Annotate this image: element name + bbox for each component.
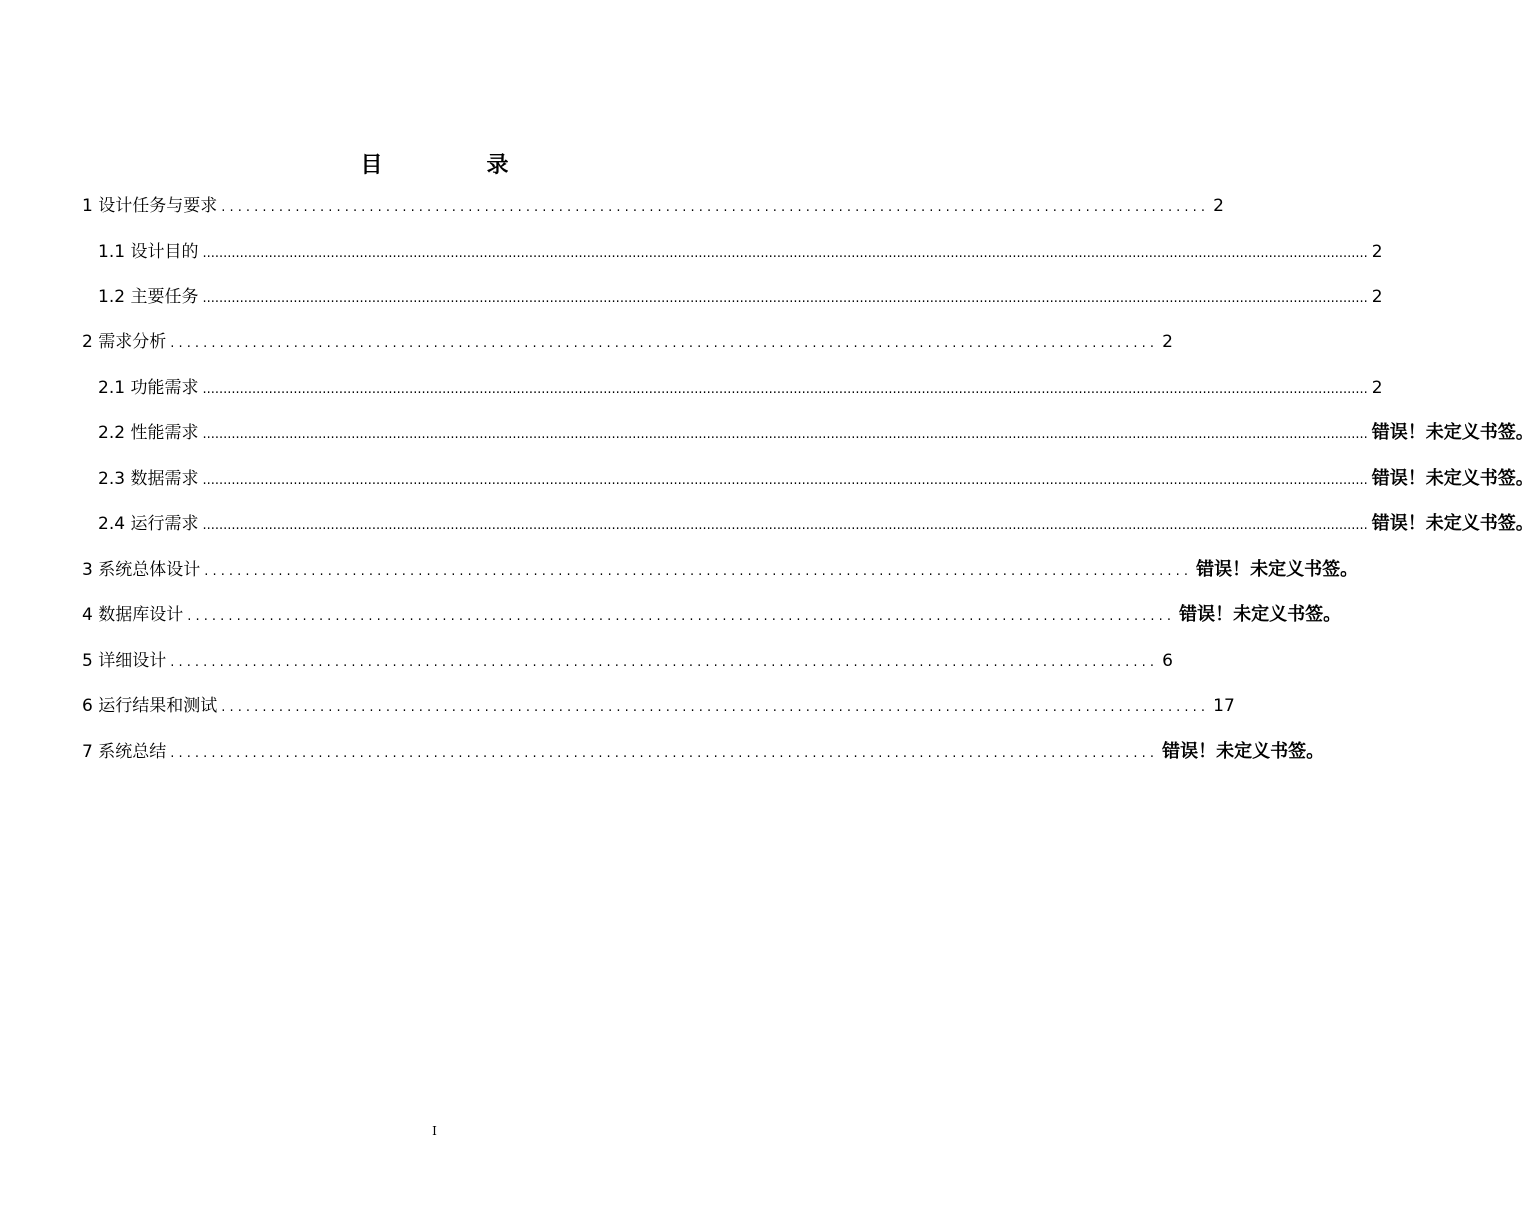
toc-entry-page-error: 错误！未定义书签。	[1371, 422, 1534, 443]
toc-entry-page: 17	[1213, 696, 1235, 716]
toc-entry-3[interactable]	[82, 557, 1359, 583]
toc-entry-label: 3 系统总体设计	[82, 560, 201, 580]
toc-entry-2-1[interactable]	[98, 375, 1383, 401]
dot-leader: ........................................................................................................................	[204, 564, 1193, 579]
toc-entry-page-error: 错误！未定义书签。	[1162, 741, 1325, 762]
toc-entry-label: 2.2 性能需求	[98, 423, 199, 443]
dot-leader: ..........................................................................................................................................................................................................................................................................................	[202, 427, 1368, 442]
dot-leader: ..........................................................................................................................................................................................................................................................................................	[202, 382, 1368, 397]
toc-entry-label: 1.2 主要任务	[98, 287, 199, 307]
toc-entry-page: 2	[1371, 242, 1383, 262]
dot-leader: ..........................................................................................................................................................................................................................................................................................	[202, 246, 1368, 261]
dot-leader: ........................................................................................................................	[170, 336, 1159, 351]
toc-entry-label: 1 设计任务与要求	[82, 196, 218, 216]
toc-entry-1-2[interactable]	[98, 284, 1383, 310]
toc-title	[0, 148, 869, 179]
dot-leader: ..........................................................................................................................................................................................................................................................................................	[202, 518, 1368, 533]
dot-leader: ........................................................................................................................	[221, 700, 1210, 715]
toc-entry-2-3[interactable]	[98, 466, 1534, 492]
toc-entry-page: 2	[1162, 332, 1173, 352]
toc-entry-1[interactable]	[82, 193, 1224, 219]
toc-entry-page: 2	[1371, 287, 1383, 307]
toc-entry-page-error: 错误！未定义书签。	[1371, 468, 1534, 489]
dot-leader: ........................................................................................................................	[170, 746, 1159, 761]
dot-leader: ..........................................................................................................................................................................................................................................................................................	[202, 291, 1368, 306]
toc-entry-6[interactable]	[82, 693, 1235, 719]
dot-leader: ........................................................................................................................	[187, 609, 1176, 624]
toc-entry-label: 2 需求分析	[82, 332, 167, 352]
toc-entry-label: 6 运行结果和测试	[82, 696, 218, 716]
toc-entry-label: 7 系统总结	[82, 742, 167, 762]
toc-entry-label: 2.4 运行需求	[98, 514, 199, 534]
toc-entry-page: 2	[1371, 378, 1383, 398]
toc-entry-label: 2.3 数据需求	[98, 469, 199, 489]
toc-entry-label: 2.1 功能需求	[98, 378, 199, 398]
toc-entry-label: 4 数据库设计	[82, 605, 184, 625]
toc-entry-2[interactable]	[82, 329, 1173, 355]
toc-entry-page-error: 错误！未定义书签。	[1179, 604, 1342, 625]
toc-entry-4[interactable]	[82, 602, 1342, 628]
toc-entry-page-error: 错误！未定义书签。	[1196, 559, 1359, 580]
dot-leader: ..........................................................................................................................................................................................................................................................................................	[202, 473, 1368, 488]
toc-entry-page: 6	[1162, 651, 1173, 671]
toc-entry-5[interactable]	[82, 648, 1173, 674]
dot-leader: ........................................................................................................................	[170, 655, 1159, 670]
toc-title-char-2: 录	[486, 153, 509, 178]
toc-entry-page-error: 错误！未定义书签。	[1371, 513, 1534, 534]
page-footer-number: I	[432, 1124, 437, 1138]
toc-entry-1-1[interactable]	[98, 239, 1383, 265]
toc-entry-page: 2	[1213, 196, 1224, 216]
toc-entry-label: 5 详细设计	[82, 651, 167, 671]
toc-entry-7[interactable]	[82, 739, 1325, 765]
toc-entry-label: 1.1 设计目的	[98, 242, 199, 262]
toc-entry-2-4[interactable]	[98, 511, 1534, 537]
toc-title-char-1: 目	[360, 153, 383, 178]
toc-entry-2-2[interactable]	[98, 420, 1534, 446]
dot-leader: ........................................................................................................................	[221, 200, 1210, 215]
